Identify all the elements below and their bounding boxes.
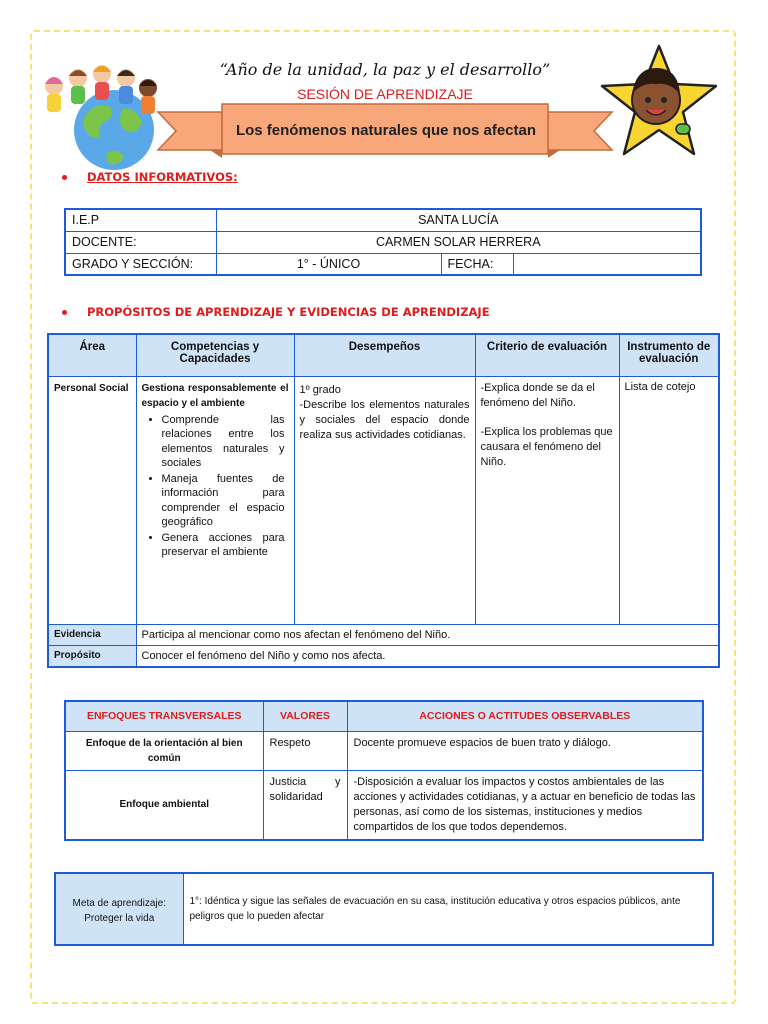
- docente-value: CARMEN SOLAR HERRERA: [216, 231, 701, 253]
- meta-text: 1°: Idéntica y sigue las señales de evacuación en su casa, institución educativa y otros espacios públicos, ante peligros que lo pueden afectar: [183, 873, 713, 945]
- propositos-table: [47, 333, 720, 668]
- fecha-label: FECHA:: [441, 253, 513, 275]
- desempeno-text: -Describe los elementos naturales y sociales del espacio donde realiza sus actividades cotidianas.: [299, 398, 470, 441]
- grado-label: GRADO Y SECCIÓN:: [65, 253, 216, 275]
- col-header-enfoques: ENFOQUES TRANSVERSALES: [65, 701, 263, 731]
- bullet-dot: [62, 175, 67, 180]
- docente-label: DOCENTE:: [65, 231, 216, 253]
- lesson-title: Los fenómenos naturales que nos afectan: [235, 122, 537, 139]
- valor-cell: Justicia y solidaridad: [263, 770, 347, 840]
- datos-heading: [62, 170, 238, 184]
- iep-value: SANTA LUCÍA: [216, 209, 701, 231]
- col-header-acciones: ACCIONES O ACTITUDES OBSERVABLES: [347, 701, 703, 731]
- fecha-value[interactable]: [513, 253, 701, 275]
- competencia-title: Gestiona responsablemente el espacio y el ambiente: [141, 382, 289, 409]
- evidencia-label: Evidencia: [48, 624, 136, 645]
- table-row: [48, 645, 719, 667]
- datos-table: [64, 208, 702, 276]
- accion-cell: -Disposición a evaluar los impactos y costos ambientales de las acciones y actividades cotidianas, y a actuar en beneficio de todas las personas, así como de los sistemas, instituciones y medios compartidos de los que todos dependemos.: [347, 770, 703, 840]
- proposito-value: Conocer el fenómeno del Niño y como nos afecta.: [136, 645, 719, 667]
- instrumento-cell: Lista de cotejo: [619, 376, 719, 624]
- table-row: [65, 231, 701, 253]
- col-header-competencias: Competencias y Capacidades: [136, 334, 294, 376]
- list-item: • Genera acciones para preservar el ambiente: [162, 531, 289, 560]
- col-header-instrumento: Instrumento de evaluación: [619, 334, 719, 376]
- table-row: [65, 770, 703, 840]
- list-item: • Maneja fuentes de información para comprender el espacio geográfico: [162, 472, 289, 530]
- datos-heading-text: DATOS INFORMATIVOS:: [87, 170, 238, 184]
- propositos-heading: [62, 305, 490, 319]
- table-row: [65, 209, 701, 231]
- enfoques-table: [64, 700, 704, 841]
- desempenos-cell: [294, 376, 475, 624]
- table-header-row: [65, 701, 703, 731]
- motto: “Año de la unidad, la paz y el desarrollo”: [219, 60, 551, 79]
- desempeno-grado: 1º grado: [299, 383, 341, 396]
- iep-label: I.E.P: [65, 209, 216, 231]
- evidencia-value: Participa al mencionar como nos afectan el fenómeno del Niño.: [136, 624, 719, 645]
- col-header-valores: VALORES: [263, 701, 347, 731]
- table-header-row: [48, 334, 719, 376]
- meta-table: [54, 872, 714, 946]
- capacidades-list: [142, 413, 289, 560]
- area-cell: Personal Social: [48, 376, 136, 624]
- table-row: [65, 253, 701, 275]
- meta-label: Meta de aprendizaje: Proteger la vida: [55, 873, 183, 945]
- session-title: SESIÓN DE APRENDIZAJE: [297, 86, 473, 102]
- valor-cell: Respeto: [263, 731, 347, 770]
- proposito-label: Propósito: [48, 645, 136, 667]
- enfoque-cell: Enfoque ambiental: [65, 770, 263, 840]
- table-row: [65, 731, 703, 770]
- col-header-area: Área: [48, 334, 136, 376]
- table-row: [55, 873, 713, 945]
- list-item: • Comprende las relaciones entre los elementos naturales y sociales: [162, 413, 289, 471]
- grado-value: 1° - ÚNICO: [216, 253, 441, 275]
- enfoque-cell: Enfoque de la orientación al bien común: [65, 731, 263, 770]
- criterio-1: -Explica donde se da el fenómeno del Niño.: [480, 381, 595, 409]
- bullet-dot: [62, 310, 67, 315]
- col-header-criterio: Criterio de evaluación: [475, 334, 619, 376]
- col-header-desempenos: Desempeños: [294, 334, 475, 376]
- criterio-cell: [475, 376, 619, 624]
- propositos-heading-text: PROPÓSITOS DE APRENDIZAJE Y EVIDENCIAS DE APRENDIZAJE: [87, 305, 490, 319]
- accion-cell: Docente promueve espacios de buen trato y diálogo.: [347, 731, 703, 770]
- criterio-2: -Explica los problemas que causara el fenómeno del Niño.: [480, 425, 613, 468]
- table-row: [48, 624, 719, 645]
- table-row: [48, 376, 719, 624]
- competencias-cell: [136, 376, 294, 624]
